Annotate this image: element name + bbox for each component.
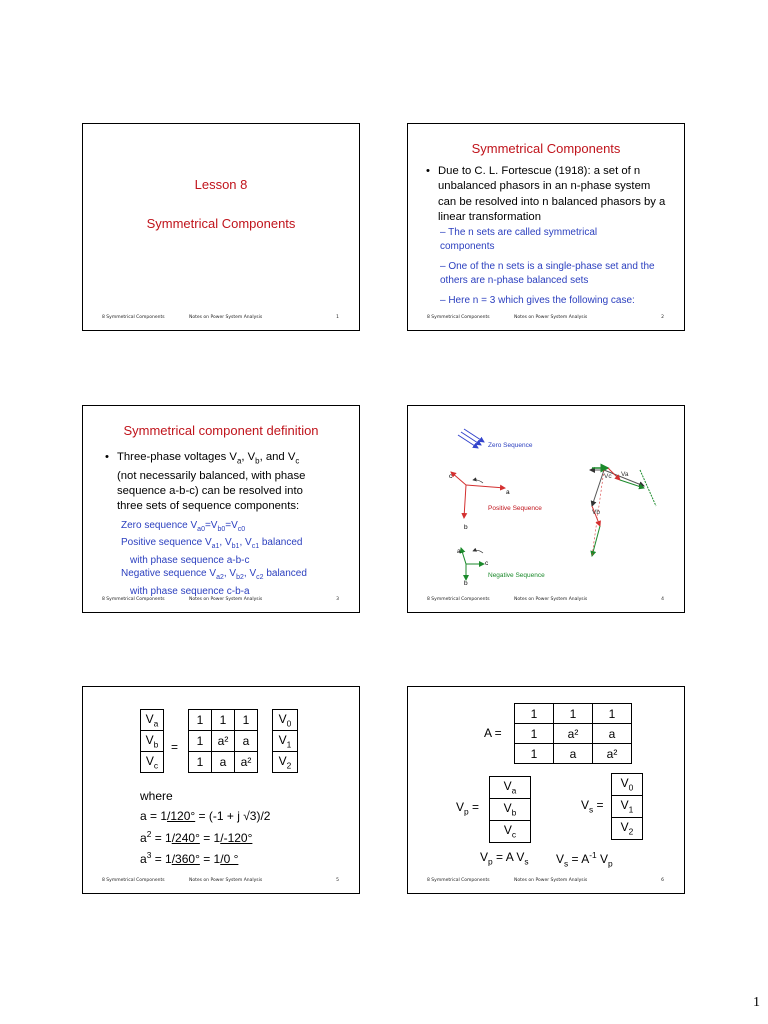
vc-label: Vc [604, 473, 612, 480]
slide-3-bullet: • Three-phase voltages $V_a$, $V_b$, and $V_c$ (not necessarily balanced, with phase sequence a-b-c) can be resolved into three sets of sequence components: [105, 451, 306, 513]
transform-matrix: 1 1 1 1 a² a 1 a a² [188, 709, 258, 773]
vb-label: Vb [592, 509, 600, 516]
slide-footer: 8 Symmetrical Components Notes on Power System Analysis 4 [427, 597, 664, 602]
negative-sequence-phasors [461, 548, 484, 580]
voltage-vector-vabc: $V_a$ $V_b$ $V_c$ [140, 709, 164, 773]
slide-footer: 8 Symmetrical Components Notes on Power System Analysis 3 [102, 597, 339, 602]
vs-equation: $V_s = A^{-1}$ $V_p$ [556, 850, 613, 869]
neg-a-label: a [457, 548, 461, 555]
page-number: 1 [753, 995, 760, 1010]
a-squared: $a^2 = 1/240^\circ = 1/-120^\circ$ [140, 829, 253, 845]
sequence-vector-v012: $V_0$ $V_1$ $V_2$ [272, 709, 298, 773]
slide-5 [82, 686, 360, 894]
slide-6 [407, 686, 685, 894]
neg-c-label: c [485, 560, 489, 567]
slide-2-sub-2: – One of the n sets is a single-phase set and the others are n-phase balanced sets [440, 261, 655, 286]
positive-sequence-label: Positive Sequence [488, 505, 542, 512]
equals-sign: = [171, 740, 179, 754]
a-matrix-label: A = [484, 726, 502, 740]
slide-1 [82, 123, 360, 331]
phasor-diagram [408, 406, 684, 596]
slide-2-bullet: • Due to C. L. Fortescue (1918): a set of n unbalanced phasors in an n-phase system can be resolved into n balanced phasors by a linear transformation [426, 165, 666, 223]
slide-footer: 8 Symmetrical Components Notes on Power System Analysis 1 [102, 315, 339, 320]
slide-1-subtitle: Symmetrical Components [146, 216, 296, 231]
pos-a-label: a [506, 489, 510, 496]
vp-equation: $V_p = A$ $V_s$ [480, 850, 529, 867]
a-matrix: 1 1 1 1 a² a 1 a a² [514, 703, 632, 764]
slide-footer: 8 Symmetrical Components Notes on Power System Analysis 6 [427, 878, 664, 883]
pos-b-label: b [464, 524, 468, 531]
a-definition: a = 1/120° = (-1 + j √3)/2 [140, 809, 271, 823]
vp-vector: $V_a$ $V_b$ $V_c$ [489, 776, 531, 843]
slide-3-negative: Negative sequence $V_{a2}$, $V_{b2}$, $V_{c2}$ balanced with phase sequence c-b-a [121, 568, 307, 597]
slide-3-positive: Positive sequence $V_{a1}$, $V_{b1}$, $V_{c1}$ balanced with phase sequence a-b-c [121, 537, 303, 566]
slide-3 [82, 405, 360, 613]
pos-c-label: c [449, 473, 453, 480]
slide-3-zero: Zero sequence $V_{a0}=V_{b0}=V_{c0}$ [121, 520, 246, 533]
vp-label: $V_p$ = [456, 800, 480, 817]
slide-footer: 8 Symmetrical Components Notes on Power System Analysis 2 [427, 315, 664, 320]
slide-3-title: Symmetrical component definition [123, 423, 319, 438]
slide-2-sub-1: – The n sets are called symmetrical components [440, 227, 598, 252]
va-label: Va [621, 471, 629, 478]
slide-4 [407, 405, 685, 613]
neg-b-label: b [464, 580, 468, 587]
slide-footer: 8 Symmetrical Components Notes on Power System Analysis 5 [102, 878, 339, 883]
slide-2-sub-3: – Here n = 3 which gives the following case: [440, 295, 635, 306]
zero-sequence-phasors [458, 429, 484, 448]
vs-vector: $V_0$ $V_1$ $V_2$ [611, 773, 643, 840]
slide-2-title: Symmetrical Components [471, 141, 621, 156]
where-label: where [140, 789, 173, 803]
negative-sequence-label: Negative Sequence [488, 572, 545, 579]
zero-sequence-label: Zero Sequence [488, 442, 533, 449]
slide-2 [407, 123, 685, 331]
vs-label: $V_s$ = [581, 798, 604, 815]
slide-1-title: Lesson 8 [194, 177, 248, 192]
a-cubed: $a^3 = 1/360^\circ = 1/0$ ° [140, 850, 239, 866]
